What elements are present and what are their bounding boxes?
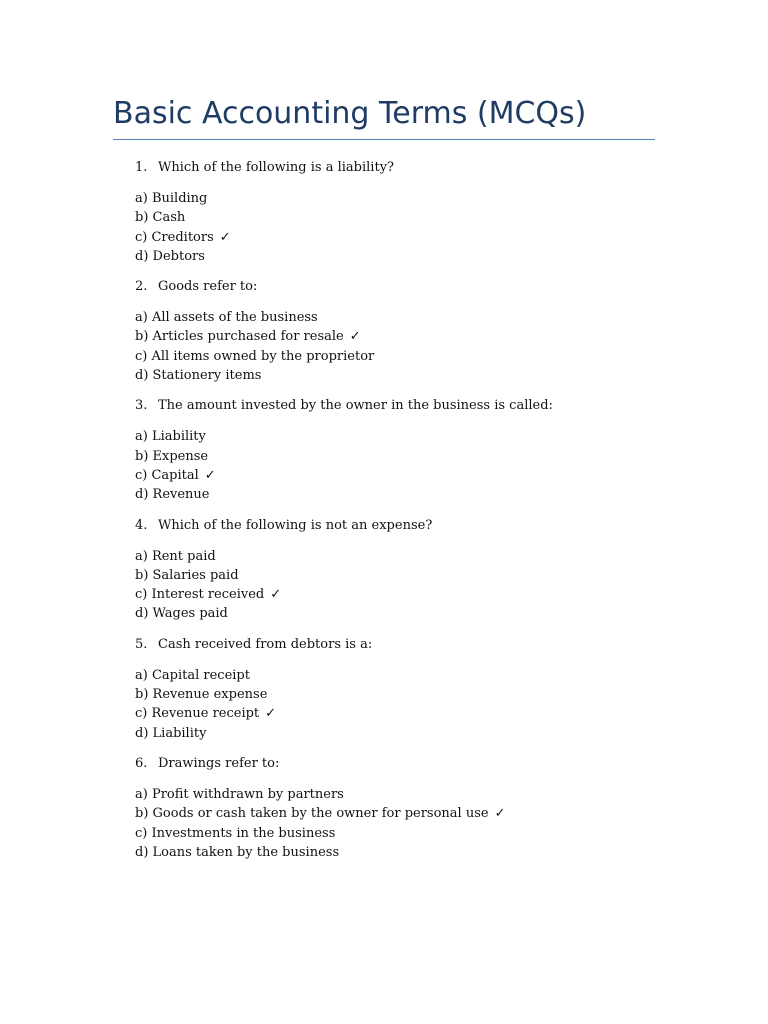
option-text: a) Liability (135, 429, 206, 445)
option-d (135, 724, 655, 743)
option-c (135, 466, 655, 485)
option-a (135, 189, 655, 208)
option-d (135, 247, 655, 266)
question-number: 2. (135, 279, 148, 295)
option-a (135, 666, 655, 685)
option-a (135, 427, 655, 446)
question-text: Drawings refer to: (158, 755, 280, 771)
option-a (135, 308, 655, 327)
option-text: d) Wages paid (135, 606, 228, 622)
checkmark-icon: ✓ (270, 587, 282, 603)
option-text: d) Stationery items (135, 368, 262, 384)
option-text: a) All assets of the business (135, 310, 318, 326)
question-number: 3. (135, 398, 148, 414)
question-stem (135, 753, 655, 775)
question-number: 5. (135, 636, 148, 652)
question-5 (135, 634, 655, 743)
option-d (135, 604, 655, 623)
question-stem (135, 157, 655, 179)
option-text: c) Capital (135, 467, 199, 483)
question-text: Goods refer to: (158, 279, 258, 295)
question-text: The amount invested by the owner in the business is called: (158, 398, 553, 414)
checkmark-icon: ✓ (265, 706, 277, 722)
option-b (135, 685, 655, 704)
option-list (135, 308, 655, 385)
question-stem (135, 395, 655, 417)
checkmark-icon: ✓ (494, 806, 506, 822)
option-list (135, 427, 655, 504)
option-a (135, 547, 655, 566)
option-text: a) Building (135, 191, 208, 206)
option-text: c) Interest received (135, 587, 265, 603)
option-b (135, 804, 655, 823)
option-d (135, 485, 655, 504)
question-6 (135, 753, 655, 862)
question-2 (135, 276, 655, 385)
checkmark-icon: ✓ (204, 467, 216, 483)
option-text: c) Revenue receipt (135, 706, 260, 722)
question-text: Cash received from debtors is a: (158, 636, 373, 652)
question-4 (135, 515, 655, 624)
option-text: b) Expense (135, 448, 209, 464)
option-b (135, 566, 655, 585)
option-c (135, 347, 655, 366)
option-c (135, 228, 655, 247)
question-text: Which of the following is not an expense? (158, 517, 433, 533)
question-1 (135, 157, 655, 266)
option-text: a) Rent paid (135, 548, 216, 564)
option-text: b) Cash (135, 210, 186, 226)
option-text: a) Profit withdrawn by partners (135, 786, 344, 802)
option-text: d) Debtors (135, 248, 205, 264)
option-text: b) Revenue expense (135, 687, 268, 703)
option-text: b) Articles purchased for resale (135, 329, 344, 345)
document-title: Basic Accounting Terms (MCQs) (113, 96, 587, 131)
option-c (135, 824, 655, 843)
option-text: d) Revenue (135, 487, 210, 503)
option-text: c) Creditors (135, 229, 214, 245)
option-d (135, 843, 655, 862)
question-number: 6. (135, 755, 148, 771)
option-b (135, 447, 655, 466)
question-stem (135, 276, 655, 298)
option-b (135, 327, 655, 346)
option-text: d) Liability (135, 725, 207, 741)
option-text: a) Capital receipt (135, 667, 250, 683)
option-list (135, 547, 655, 624)
checkmark-icon: ✓ (219, 229, 231, 245)
option-b (135, 208, 655, 227)
question-list (135, 157, 655, 872)
option-list (135, 666, 655, 743)
option-text: d) Loans taken by the business (135, 844, 340, 860)
option-text: c) All items owned by the proprietor (135, 348, 375, 364)
question-text: Which of the following is a liability? (158, 160, 395, 175)
question-stem (135, 515, 655, 537)
option-list (135, 785, 655, 862)
option-text: c) Investments in the business (135, 825, 336, 841)
option-a (135, 785, 655, 804)
question-number: 4. (135, 517, 148, 533)
option-text: b) Goods or cash taken by the owner for personal use (135, 806, 489, 822)
option-c (135, 704, 655, 723)
question-stem (135, 634, 655, 656)
title-underline (113, 139, 655, 140)
option-text: b) Salaries paid (135, 567, 239, 583)
checkmark-icon: ✓ (349, 329, 361, 345)
question-number: 1. (135, 160, 148, 175)
option-list (135, 189, 655, 266)
option-d (135, 366, 655, 385)
option-c (135, 585, 655, 604)
question-3 (135, 395, 655, 504)
